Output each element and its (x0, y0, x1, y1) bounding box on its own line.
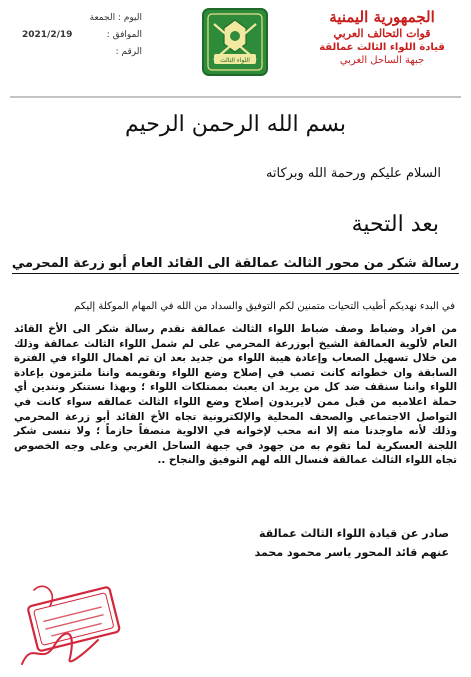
meta-date-label: الموافق : (106, 30, 142, 40)
meta-date-value: 2021/2/19 (22, 30, 73, 40)
signature-commander: عنهم قائد المحور ياسر محمود محمد (254, 546, 449, 559)
letterhead-org (307, 8, 457, 67)
letterhead-country: الجمهورية اليمنية (329, 8, 435, 26)
letterhead-front: جبهة الساحل الغربي (339, 55, 425, 66)
meta-number-label: الرقم : (115, 47, 142, 57)
meta-date-row (22, 27, 142, 44)
meta-day-label: اليوم : الجمعة (89, 13, 142, 23)
salutation: السلام عليكم ورحمة الله وبركاته (265, 166, 441, 181)
after-greeting: بعد التحية (351, 212, 439, 237)
meta-day-row (22, 10, 142, 27)
official-stamp-icon (14, 570, 134, 670)
svg-text:اللواء الثالث: اللواء الثالث (220, 57, 250, 64)
basmala: بسم الله الرحمن الرحيم (124, 112, 347, 137)
letter-body: من افراد وضباط وصف ضباط اللواء الثالث عمالقة نقدم رسالة شكر الى الأخ القائد العام لألوية العمالقة الشيخ أبوزرعة المحرمي على لم شمل اللواء الثالث عمالقة وذلك من خلال تسهيل الصعاب وإعادة هيبة اللواء من جديد بعد ان تم اهمال اللواء في الفترة السابقة وان خطواته كانت تصب في إصلاح وضع اللواء وتقويمه واننا ملتزمون بإعادة اللواء واننا سنقف ضد كل من يريد ان يعبث بممتلكات اللواء ؛ وبهذا نستنكر ونندين أي حملة اعلاميه من قبل ممن لايريدون إصلاح وضع اللواء الثالث عمالقه سواء كانت في التواصل الاجتماعي والصحف المحلية والإلكترونية تجاه الأخ القائد أبو زرعة المحرمي وذلك لأنه ماوجدنا منه إلا انه محب لإخوانه في الالوية منصفاً حازماً ؛ ولا ننسى شكر اللجنة العسكرية لما تقوم به من جهود في جبهة الساحل الغربي وعلى وجه الخصوص تجاه اللواء الثالث عمالقة فنسال الله لهم التوفيق والنجاح .. (14, 323, 457, 467)
signature-issuer: صادر عن قيادة اللواء الثالث عمالقة (259, 527, 449, 540)
brigade-emblem-icon (200, 6, 270, 78)
meta-number-row (22, 44, 142, 61)
greeting-line: في البدء نهديكم أطيب التحيات متمنين لكم التوفيق والسداد من الله في المهام الموكلة إليكم (74, 301, 455, 312)
letter-subject (0, 256, 471, 271)
letter-subject-text: رسالة شكر من محور الثالث عمالقة الى القائد العام أبو زرعة المحرمي (12, 256, 459, 274)
letterhead-brigade: قيادة اللواء الثالث عمالقة (319, 42, 445, 53)
letter-meta (22, 10, 142, 61)
header-divider (10, 96, 461, 98)
letterhead-coalition: قوات التحالف العربي (333, 27, 431, 40)
